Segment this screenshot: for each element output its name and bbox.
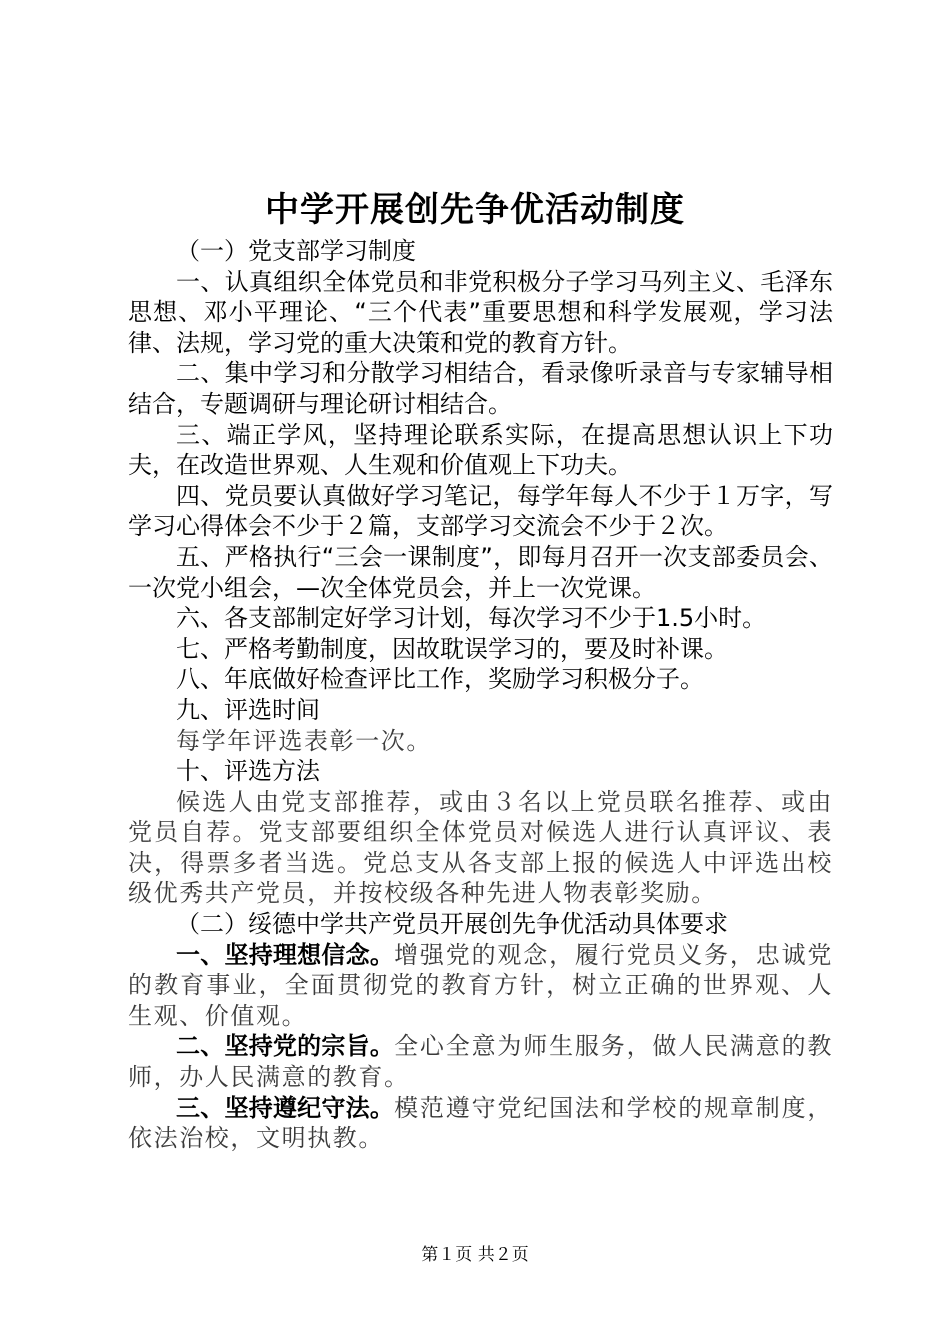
requirement-item	[128, 1093, 833, 1154]
requirement-text: 全心全意为师生服务，做人民满意的教师，办人民满意的教育。	[128, 1032, 834, 1092]
requirement-heading: 一、坚持理想信念。	[176, 940, 395, 969]
requirement-text: 增强党的观念，履行党员义务，忠诚党的教育事业，全面贯彻党的教育方针，树立正确的世界观、人生观、价值观。	[128, 940, 834, 1030]
paragraph-rule-9-heading: 九、评选时间	[176, 695, 320, 724]
paragraph-rule-8: 八、年底做好检查评比工作，奖励学习积极分子。	[176, 665, 704, 694]
document-body	[128, 236, 833, 1154]
section-heading-party-branch-study: （一）党支部学习制度	[176, 237, 416, 265]
section-heading-requirements: （二）绥德中学共产党员开展创先争优活动具体要求	[176, 910, 728, 939]
document-title: 中学开展创先争优活动制度	[265, 190, 685, 230]
page-footer: 第１页 共２页	[421, 1245, 529, 1265]
paragraph-rule-7: 七、严格考勤制度，因故耽误学习的，要及时补课。	[176, 634, 728, 663]
paragraph-rule-10-heading: 十、评选方法	[176, 757, 320, 786]
requirement-item	[128, 940, 833, 1032]
requirement-heading: 三、坚持遵纪守法。	[176, 1093, 395, 1122]
paragraph-rule-10-text: 候选人由党支部推荐，或由３名以上党员联名推荐、或由党员自荐。党支部要组织全体党员对候选人进行认真评议、表决，得票多者当选。党总支从各支部上报的候选人中评选出校级优秀共产党员，并按校级各种先进人物表彰奖励。	[128, 787, 833, 908]
requirement-heading: 二、坚持党的宗旨。	[176, 1032, 395, 1061]
paragraph-rule-5: 五、严格执行“三会一课制度”，即每月召开一次支部委员会、一次党小组会，—次全体党员会，并上一次党课。	[128, 542, 833, 602]
paragraph-rule-9-text: 每学年评选表彰一次。	[176, 726, 432, 755]
paragraph-rule-3: 三、端正学风，坚持理论联系实际，在提高思想认识上下功夫，在改造世界观、人生观和价值观上下功夫。	[128, 420, 833, 480]
paragraph-rule-2: 二、集中学习和分散学习相结合，看录像听录音与专家辅导相结合，专题调研与理论研讨相结合。	[128, 359, 833, 418]
requirement-text: 模范遵守党纪国法和学校的规章制度，依法治校，文明执教。	[128, 1093, 834, 1153]
paragraph-rule-6: 六、各支部制定好学习计划，每次学习不少于1.5小时。	[176, 604, 767, 633]
paragraph-rule-4: 四、党员要认真做好学习笔记，每学年每人不少于１万字，写学习心得体会不少于２篇，支部学习交流会不少于２次。	[128, 481, 833, 541]
requirement-item	[128, 1031, 833, 1092]
paragraph-rule-1: 一、认真组织全体党员和非党积极分子学习马列主义、毛泽东思想、邓小平理论、“三个代表”重要思想和科学发展观，学习法律、法规，学习党的重大决策和党的教育方针。	[128, 267, 833, 357]
